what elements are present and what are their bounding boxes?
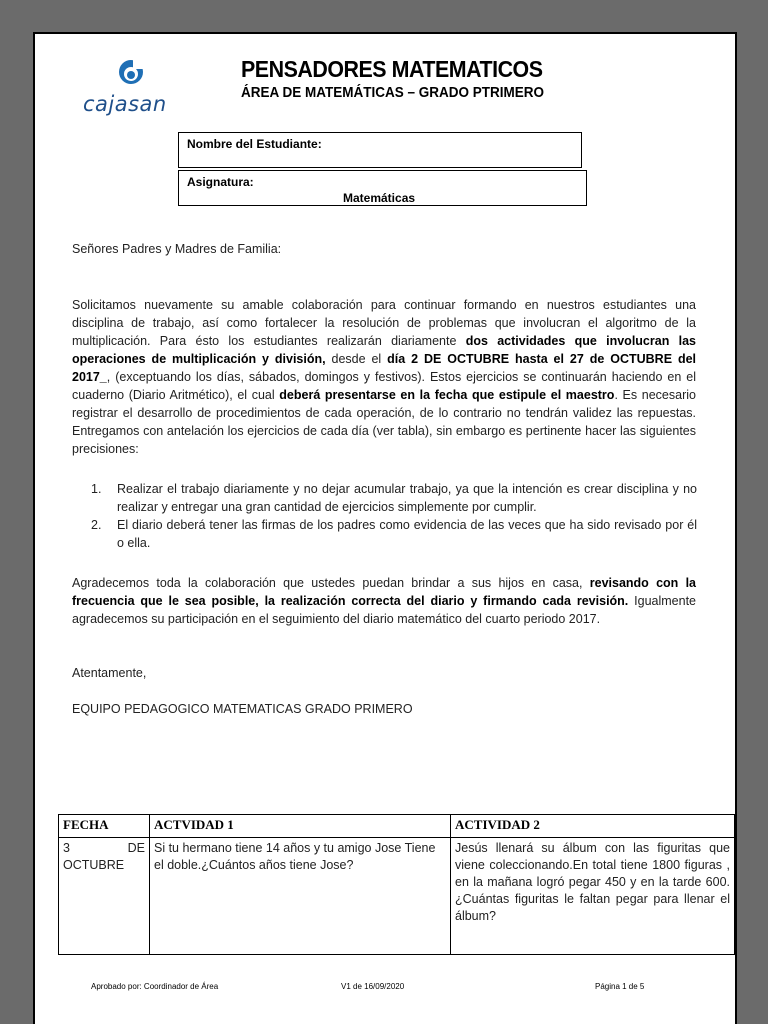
table-row — [59, 838, 735, 955]
document-title: PENSADORES MATEMATICOS — [241, 56, 543, 82]
para-bold-date: día 2 DE OCTUBRE hasta el 27 de OCTUBRE del 2017_ — [72, 352, 697, 384]
list-item — [91, 516, 697, 552]
para-text: Solicitamos nuevamente su amable colaboración para continuar formando en nuestros estudiantes una disciplina de trabajo, así como fortalecer la resolución de problemas que involucran el algoritmo de la multiplicación. Para ésto los estudiantes realizarán diariamente — [72, 298, 696, 348]
subject-value: Matemáticas — [343, 191, 416, 205]
para-bold-text: dos actividades que involucran las operaciones de multiplicación y división, — [72, 334, 696, 366]
subject-box — [178, 170, 587, 206]
footer-approved: Aprobado por: Coordinador de Área — [91, 982, 219, 991]
list-item — [91, 480, 697, 516]
table-header-row — [59, 815, 735, 838]
main-paragraph — [72, 296, 696, 458]
cell-actividad-2: Jesús llenará su álbum con las figuritas que viene coleccionando.En total tiene 1800 figuras , en la mañana logró pegar 450 y en la tarde 600.¿Cuántas figuritas le faltan pegar para llenar el álbum? — [451, 838, 735, 955]
header-actividad-1: ACTVIDAD 1 — [150, 815, 451, 838]
para-text: . Es necesario registrar el desarrollo de procedimientos de cada operación, de lo contrario no tendrán validez las repuestas. Entregamos con antelación los ejercicios de cada día (ver tabla), sin embargo es pertinente hacer las siguientes precisiones: — [72, 388, 696, 456]
document-subtitle: ÁREA DE MATEMÁTICAS – GRADO PTRIMERO — [241, 84, 545, 101]
para-text: , (exceptuando los días, sábados, domingos y festivos). Estos ejercicios se continuarán haciendo en el cuaderno (Diario Aritmético), el cual — [72, 370, 696, 402]
cajasan-logo — [83, 58, 183, 128]
subject-label: Asignatura: — [187, 175, 254, 189]
footer-version: V1 de 16/09/2020 — [341, 982, 405, 991]
para-bold-text: deberá presentarse en la fecha que estipule el maestro — [279, 388, 615, 402]
cell-fecha: 3 DE OCTUBRE — [59, 838, 150, 955]
footer-page-number: Página 1 de 5 — [595, 982, 645, 991]
student-name-box — [178, 132, 582, 168]
para-text: Igualmente agradecemos su participación en el seguimiento del diario matemático del cuarto periodo 2017. — [72, 594, 696, 626]
closing: Atentamente, — [72, 666, 147, 680]
list-text: Realizar el trabajo diariamente y no dejar acumular trabajo, ya que la intención es crear disciplina y no realizar y entregar una gran cantidad de ejercicios simplemente por cumplir. — [117, 482, 697, 514]
list-text: El diario deberá tener las firmas de los padres como evidencia de las veces que ha sido revisado por él o ella. — [117, 518, 697, 550]
greeting: Señores Padres y Madres de Familia: — [72, 242, 282, 256]
para-bold-text: revisando con la frecuencia que le sea posible, la realización correcta del diario y firmando cada revisión. — [72, 576, 696, 608]
header-actividad-2: ACTIVIDAD 2 — [451, 815, 735, 838]
header-fecha: FECHA — [59, 815, 150, 838]
cell-actividad-1: Si tu hermano tiene 14 años y tu amigo Jose Tiene el doble.¿Cuántos años tiene Jose? — [150, 838, 451, 955]
instructions-list — [91, 480, 697, 552]
activities-table — [58, 814, 735, 955]
document-page — [33, 32, 737, 1024]
list-number: 1. — [91, 482, 102, 496]
para-text: Agradecemos toda la colaboración que ustedes puedan brindar a sus hijos en casa, — [72, 576, 590, 590]
thanks-paragraph — [72, 574, 696, 628]
list-number: 2. — [91, 518, 102, 532]
student-name-label: Nombre del Estudiante: — [187, 137, 322, 151]
para-text: desde el — [325, 352, 388, 366]
signature-team: EQUIPO PEDAGOGICO MATEMATICAS GRADO PRIMERO — [72, 702, 413, 716]
logo-text: cajasan — [83, 92, 167, 116]
